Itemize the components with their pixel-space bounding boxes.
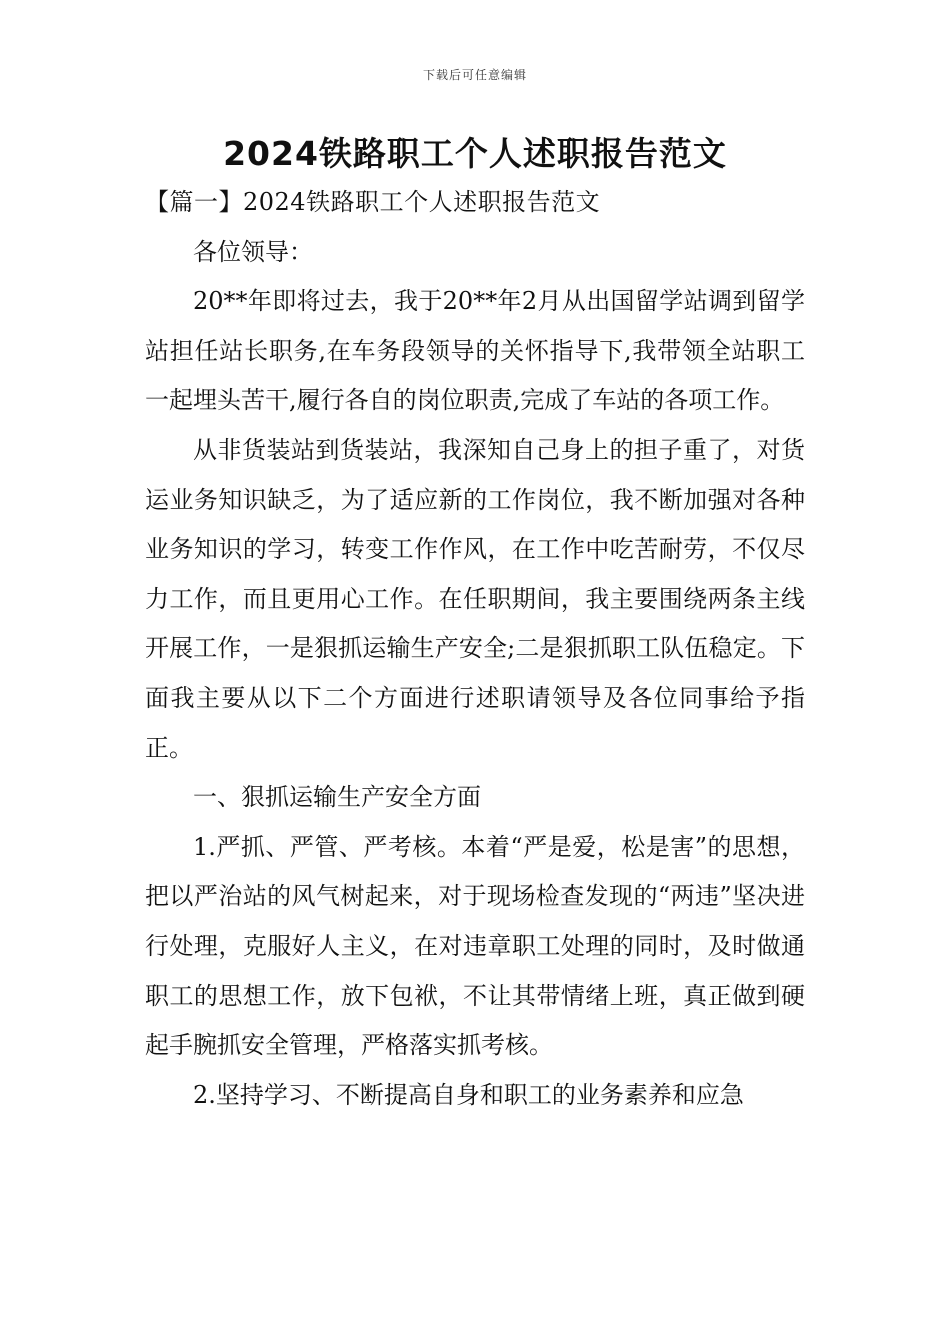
- paragraph-intro: 20**年即将过去，我于20**年2月从出国留学站调到留学站担任站长职务,在车务段领导的关怀指导下,我带领全站职工一起埋头苦干,履行各自的岗位职责,完成了车站的各项工作。: [145, 287, 805, 415]
- paragraph-salutation: 各位领导：: [193, 237, 313, 266]
- header-note: 下载后可任意编辑: [422, 68, 527, 82]
- document-title: 2024铁路职工个人述职报告范文: [223, 134, 727, 173]
- document-body: [145, 178, 805, 1120]
- paragraph-item-1: 1.严抓、严管、严考核。本着“严是爱，松是害”的思想，把以严治站的风气树起来，对于现场检查发现的“两违”坚决进行处理，克服好人主义，在对违章职工处理的同时，及时做通职工的思想工作，放下包袱，不让其带情绪上班，真正做到硬起手腕抓安全管理，严格落实抓考核。: [145, 832, 805, 1060]
- paragraph-overview: 从非货装站到货装站，我深知自己身上的担子重了，对货运业务知识缺乏，为了适应新的工作岗位，我不断加强对各种业务知识的学习，转变工作作风，在工作中吃苦耐劳，不仅尽力工作，而且更用心工作。在任职期间，我主要围绕两条主线开展工作，一是狠抓运输生产安全;二是狠抓职工队伍稳定。下面我主要从以下二个方面进行述职请领导及各位同事给予指正。: [145, 435, 805, 762]
- paragraph-item-2: 2.坚持学习、不断提高自身和职工的业务素养和应急: [193, 1080, 744, 1109]
- section-label: 【篇一】2024铁路职工个人述职报告范文: [145, 188, 601, 216]
- section-heading-safety: 一、狠抓运输生产安全方面: [193, 783, 481, 812]
